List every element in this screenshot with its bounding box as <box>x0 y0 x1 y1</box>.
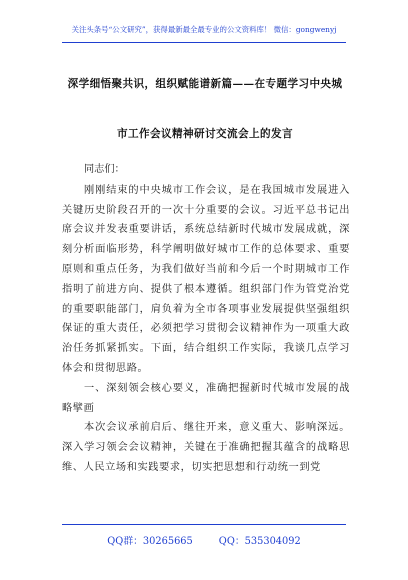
footer-qq-group: QQ群：30265665 <box>107 536 193 547</box>
footer-contact <box>0 533 408 547</box>
header-banner: 关注头条号“公文研究”，获得最新最全最专业的公文资料库！ 微信：gongwenyj <box>71 25 337 34</box>
paragraph-intro: 刚刚结束的中央城市工作会议，是在我国城市发展进入关键历史阶段召开的一次十分重要的会议。习近平总书记出席会议并发表重要讲话，系统总结新时代城市发展成就，深刻分析面临形势，科学阐明做好城市工作的总体要求、重要原则和重点任务，为我们做好当前和今后一个时期城市工作指明了前进方向、提供了根本遵循。组织部门作为管党治党的重要职能部门，肩负着为全市各项事业发展提供坚强组织保证的重大责任，必须把学习贯彻会议精神作为一项重大政治任务抓紧抓实。下面，结合组织工作实际，我谈几点学习体会和贯彻思路。 <box>62 184 350 374</box>
paragraph-section-1: 本次会议承前启后、继往开来，意义重大、影响深远。深入学习领会会议精神，关键在于准确把握其蕴含的战略思维、人民立场和实践要求，切实把思想和行动统一到党 <box>62 422 350 473</box>
header-divider <box>62 42 346 43</box>
document-body <box>62 160 350 478</box>
document-title-line-2: 市工作会议精神研讨交流会上的发言 <box>117 128 293 140</box>
section-heading-1: 一、深刻领会核心要义，准确把握新时代城市发展的战略擘画 <box>62 382 350 414</box>
footer-qq: QQ：535304092 <box>218 536 301 547</box>
salutation: 同志们： <box>84 164 125 175</box>
footer-divider <box>62 524 346 525</box>
document-title-line-1: 深学细悟聚共识，组织赋能谱新篇——在专题学习中央城 <box>67 78 343 90</box>
